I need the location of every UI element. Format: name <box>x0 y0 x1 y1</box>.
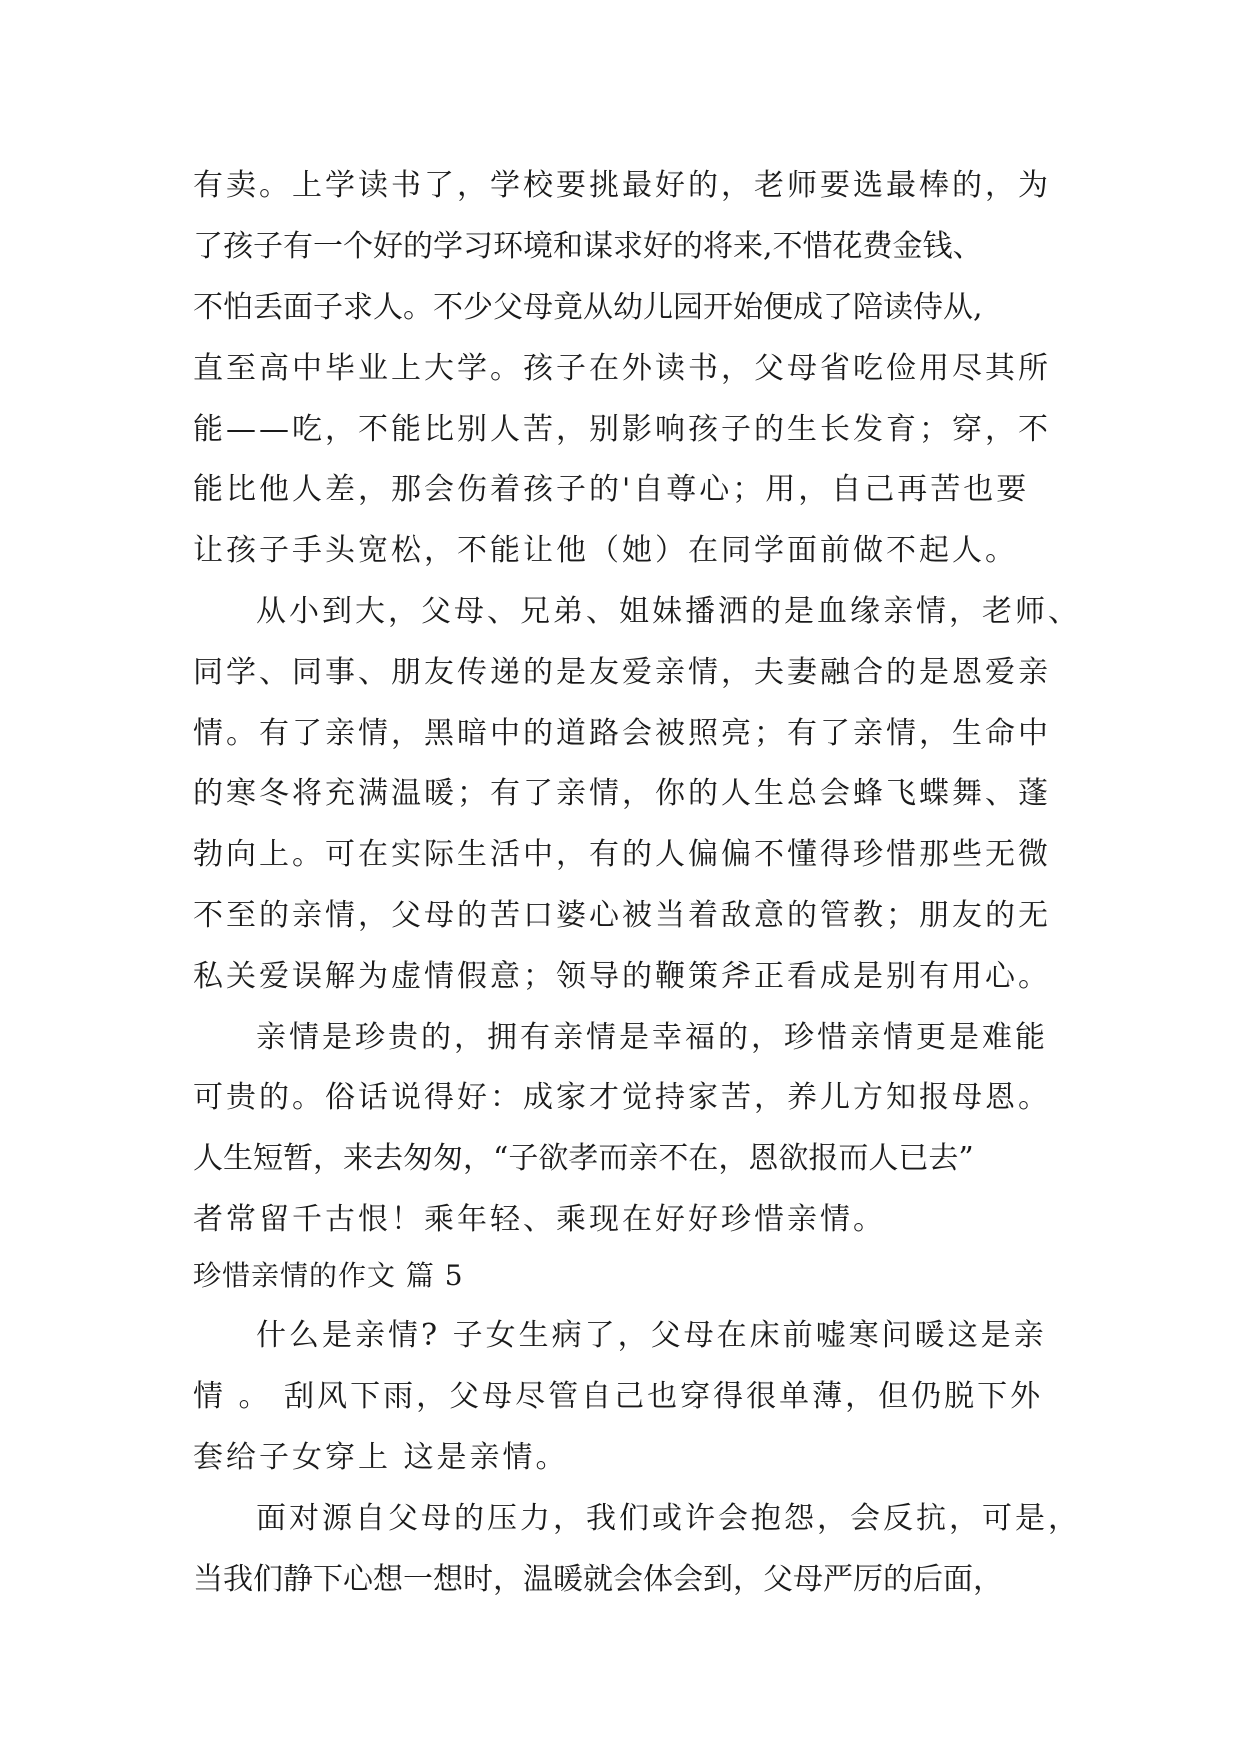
text-line: 私关爱误解为虚情假意；领导的鞭策斧正看成是别有用心。 <box>193 959 1051 994</box>
text-line: 可贵的。俗话说得好：成家才觉持家苦，养儿方知报母恩。 <box>193 1080 1051 1115</box>
text-line: 能——吃，不能比别人苦，别影响孩子的生长发育；穿，不 <box>193 412 1051 447</box>
text-line: 套给子女穿上 这是亲情。 <box>193 1440 569 1475</box>
text-line: 不怕丢面子求人。不少父母竟从幼儿园开始便成了陪读侍从, <box>193 290 983 325</box>
text-line: 人生短暂，来去匆匆，“子欲孝而亲不在，恩欲报而人已去” <box>193 1141 974 1176</box>
text-line: 当我们静下心想一想时，温暖就会体会到，父母严厉的后面， <box>193 1562 1003 1597</box>
section-heading: 珍惜亲情的作文 篇 5 <box>193 1259 464 1292</box>
paragraph-first-line: 什么是亲情? 子女生病了，父母在床前嘘寒问暖这是亲 <box>256 1318 1047 1353</box>
text-line: 勃向上。可在实际生活中，有的人偏偏不懂得珍惜那些无微 <box>193 837 1051 872</box>
text-line: 者常留千古恨！乘年轻、乘现在好好珍惜亲情。 <box>193 1202 886 1237</box>
text-line: 情 。 刮风下雨，父母尽管自己也穿得很单薄，但仍脱下外 <box>193 1379 1044 1414</box>
text-line: 情。有了亲情，黑暗中的道路会被照亮；有了亲情，生命中 <box>193 716 1051 751</box>
text-line: 了孩子有一个好的学习环境和谋求好的将来,不惜花费金钱、 <box>193 229 983 264</box>
text-line: 直至高中毕业上大学。孩子在外读书，父母省吃俭用尽其所 <box>193 351 1051 386</box>
text-line: 不至的亲情，父母的苦口婆心被当着敌意的管教；朋友的无 <box>193 898 1051 933</box>
paragraph-first-line: 从小到大，父母、兄弟、姐妹播洒的是血缘亲情，老师、 <box>256 594 1081 629</box>
paragraph-first-line: 面对源自父母的压力，我们或许会抱怨，会反抗，可是， <box>256 1501 1081 1536</box>
text-line: 让孩子手头宽松，不能让他（她）在同学面前做不起人。 <box>193 533 1018 568</box>
text-line: 有卖。上学读书了，学校要挑最好的，老师要选最棒的，为 <box>193 168 1051 203</box>
text-line: 的寒冬将充满温暖；有了亲情，你的人生总会蜂飞蝶舞、蓬 <box>193 776 1051 811</box>
text-line: 同学、同事、朋友传递的是友爱亲情，夫妻融合的是恩爱亲 <box>193 655 1051 690</box>
paragraph-first-line: 亲情是珍贵的，拥有亲情是幸福的，珍惜亲情更是难能 <box>256 1020 1048 1055</box>
text-line: 能比他人差，那会伤着孩子的'自尊心；用，自己再苦也要 <box>193 472 1030 507</box>
